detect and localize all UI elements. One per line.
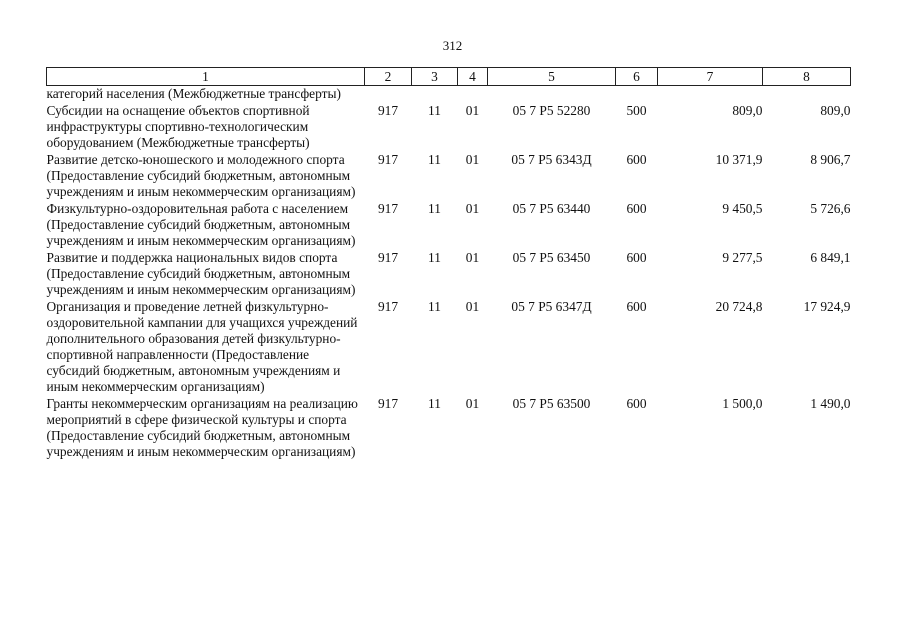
- row-expense-type: 600: [626, 299, 647, 314]
- row-expense-type: 600: [626, 152, 647, 167]
- header-col-5: 5: [488, 68, 616, 86]
- row-subsection: 01: [465, 396, 480, 411]
- table-row: [47, 103, 851, 152]
- table-row: [47, 299, 851, 396]
- table-row: [47, 250, 851, 299]
- row-target-code: 05 7 P5 6343Д: [511, 152, 592, 167]
- row-target-code: 05 7 P5 63440: [512, 201, 591, 216]
- continuation-row: [47, 86, 851, 104]
- row-amount-8: 17 924,9: [803, 299, 851, 314]
- row-ministry-code: 917: [377, 250, 399, 265]
- row-subsection: 01: [465, 103, 480, 118]
- row-ministry-code: 917: [377, 299, 399, 314]
- header-col-6: 6: [616, 68, 658, 86]
- table-row: [47, 152, 851, 201]
- row-ministry-code: 917: [377, 396, 399, 411]
- row-amount-7: 20 724,8: [715, 299, 763, 314]
- row-expense-type: 600: [626, 250, 647, 265]
- page-number: 312: [442, 38, 463, 53]
- row-target-code: 05 7 P5 63450: [512, 250, 591, 265]
- row-amount-8: 8 906,7: [810, 152, 851, 167]
- row-section: 11: [428, 396, 441, 411]
- row-name: Физкультурно-оздоровительная работа с населением (Предоставление субсидий бюджетным, автономным учреждениям и иным некоммерческим организациям): [46, 201, 356, 248]
- row-subsection: 01: [465, 250, 480, 265]
- row-subsection: 01: [465, 299, 480, 314]
- row-expense-type: 600: [626, 396, 647, 411]
- row-amount-8: 809,0: [820, 103, 851, 118]
- row-section: 11: [428, 299, 441, 314]
- row-name: Развитие и поддержка национальных видов спорта (Предоставление субсидий бюджетным, автономным учреждениям и иным некоммерческим организациям): [46, 250, 356, 297]
- row-target-code: 05 7 P5 63500: [512, 396, 591, 411]
- row-amount-8: 1 490,0: [810, 396, 851, 411]
- row-ministry-code: 917: [377, 152, 399, 167]
- row-target-code: 05 7 P5 6347Д: [511, 299, 592, 314]
- header-col-7: 7: [658, 68, 763, 86]
- row-amount-7: 9 450,5: [722, 201, 763, 216]
- row-amount-7: 9 277,5: [722, 250, 763, 265]
- header-col-3: 3: [412, 68, 458, 86]
- header-row: [47, 68, 851, 86]
- row-name: Гранты некоммерческим организациям на реализацию мероприятий в сфере физической культуры и спорта (Предоставление субсидий бюджетным, автономным учреждениям и иным некоммерческим организациям): [46, 396, 358, 459]
- header-col-4: 4: [458, 68, 488, 86]
- header-col-8: 8: [763, 68, 851, 86]
- row-section: 11: [428, 152, 441, 167]
- row-section: 11: [428, 250, 441, 265]
- row-expense-type: 500: [626, 103, 647, 118]
- row-section: 11: [428, 103, 441, 118]
- row-name: Организация и проведение летней физкультурно-оздоровительной кампании для учащихся учреждений дополнительного образования детей физкультурно-спортивной направленности (Предоставление субсидий бюджетным, автономным учреждениям и иным некоммерческим организациям): [46, 299, 358, 394]
- continuation-text: категорий населения (Межбюджетные трансферты): [46, 86, 341, 101]
- row-ministry-code: 917: [377, 103, 399, 118]
- row-amount-8: 5 726,6: [810, 201, 851, 216]
- row-name: Субсидии на оснащение объектов спортивной инфраструктуры спортивно-технологическим оборудованием (Межбюджетные трансферты): [46, 103, 310, 150]
- header-col-2: 2: [365, 68, 412, 86]
- table-row: [47, 396, 851, 461]
- table-row: [47, 201, 851, 250]
- row-target-code: 05 7 P5 52280: [512, 103, 591, 118]
- row-amount-8: 6 849,1: [810, 250, 851, 265]
- row-subsection: 01: [465, 201, 480, 216]
- row-subsection: 01: [465, 152, 480, 167]
- row-ministry-code: 917: [377, 201, 399, 216]
- row-amount-7: 1 500,0: [722, 396, 763, 411]
- header-col-1: 1: [47, 68, 365, 86]
- row-section: 11: [428, 201, 441, 216]
- row-name: Развитие детско-юношеского и молодежного спорта (Предоставление субсидий бюджетным, автономным учреждениям и иным некоммерческим организациям): [46, 152, 356, 199]
- row-expense-type: 600: [626, 201, 647, 216]
- row-amount-7: 809,0: [732, 103, 763, 118]
- budget-table: [46, 67, 851, 461]
- row-amount-7: 10 371,9: [715, 152, 763, 167]
